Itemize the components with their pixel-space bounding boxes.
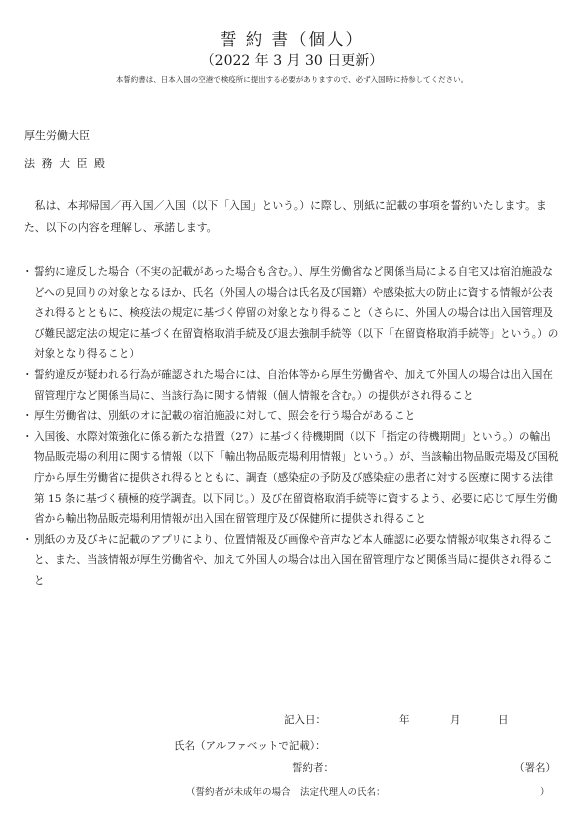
list-item-text: 入国後、水際対策強化に係る新たな措置（27）に基づく待機期間（以下「指定の待機期間」という。）の輸出物品販売場の利用に関する情報（以下「輸出物品販売場利用情報」という。）が、当該輸出物品販売場及び国税庁から厚生労働省に提供され得るとともに、調査（感染症の予防及び感染症の患者に対する医療に関する法律第 15 条に基づく積極的疫学調査。以下同じ。）及び在留資格取消手続等に資するよう、必要に応じて厚生労働省から輸出物品販売場利用情報が出入国在留管理庁及び保健所に提供され得ること [34, 430, 559, 526]
year-label: 年 [399, 714, 410, 726]
signature-mark-label: （署名） [514, 762, 556, 774]
entry-date-label: 記入日： [284, 714, 326, 726]
list-item [20, 530, 560, 592]
pledge-conditions-list [20, 262, 560, 592]
list-item-text: 厚生労働省は、別紙のオに記載の宿泊施設に対して、照会を行う場合があること [34, 410, 416, 423]
revision-date: （2022 年 3 月 30 日更新） [200, 53, 384, 69]
bullet-mark: ・ [22, 533, 33, 546]
list-item [20, 365, 560, 406]
list-item [20, 427, 560, 530]
bullet-mark: ・ [22, 368, 33, 381]
name-field-label: 氏名（アルファベットで記載）： [174, 740, 326, 752]
guardian-close-paren: ） [540, 787, 550, 798]
submission-note: 本誓約書は、日本入国の空港で検疫所に提出する必要がありますので、必ず入国時に持参してください。 [115, 75, 469, 84]
list-item [20, 406, 560, 427]
bullet-mark: ・ [22, 266, 33, 278]
addressee-minister-health: 厚生労働大臣 [24, 129, 90, 142]
intro-paragraph: 私は、本邦帰国／再入国／入国（以下「入国」という。）に際し、別紙に記載の事項を誓約いたします。また、以下の内容を理解し、承諾します。 [24, 199, 547, 234]
guardian-name-label: （誓約者が未成年の場合 法定代理人の氏名： [186, 787, 386, 798]
signer-label: 誓約者： [292, 762, 334, 774]
addressee-minister-justice: 法務大臣殿 [24, 157, 112, 170]
day-label: 日 [498, 714, 509, 726]
list-item-text: 誓約に違反した場合（不実の記載があった場合も含む。）、厚生労働省など関係当局による自宅又は宿泊施設などへの見回りの対象となるほか、氏名（外国人の場合は氏名及び国籍）や感染拡大の防止に資する情報が公表され得るとともに、検疫法の規定に基づく停留の対象となり得ること（さらに、外国人の場合は出入国管理及び難民認定法の規定に基づく在留資格取消手続及び退去強制手続等（以下「在留資格取消手続等」という。）の対象となり得ること） [34, 266, 559, 361]
bullet-mark: ・ [22, 410, 33, 423]
document-title: 誓 約 書（個人） [220, 30, 364, 49]
list-item-text: 別紙のカ及びキに記載のアプリにより、位置情報及び画像や音声など本人確認に必要な情報が収集され得ること、また、当該情報が厚生労働省や、加えて外国人の場合は出入国在留管理庁など関係当局に提供され得ること [34, 533, 553, 587]
list-item-text: 誓約違反が疑われる行為が確認された場合には、自治体等から厚生労働省や、加えて外国人の場合は出入国在留管理庁など関係当局に、当該行為に関する情報（個人情報を含む。）の提供がされ得ること [34, 368, 553, 402]
month-label: 月 [450, 714, 461, 726]
bullet-mark: ・ [22, 430, 33, 443]
list-item [20, 262, 560, 365]
